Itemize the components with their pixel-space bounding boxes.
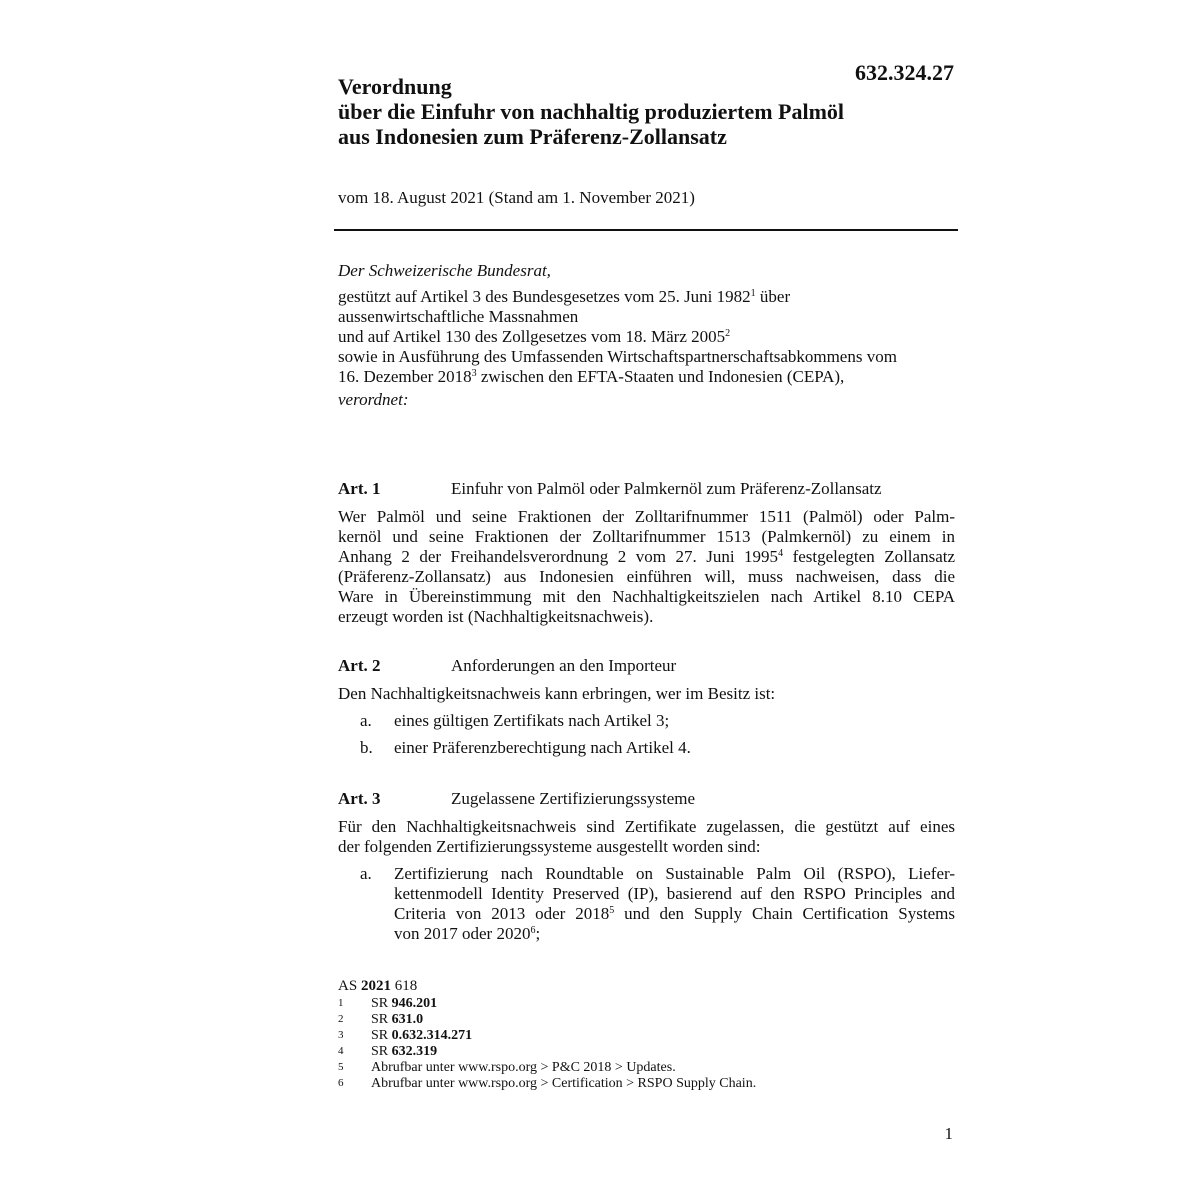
title-line-3: aus Indonesien zum Präferenz-Zollansatz [338, 124, 727, 149]
article-body [338, 817, 955, 857]
article-number: Art. 2 [338, 656, 381, 675]
footnote-ref-link[interactable]: 631.0 [391, 1012, 424, 1027]
list-text-part: von 2017 oder 2020 [394, 924, 531, 943]
footnote-ref-4[interactable]: 4 [778, 548, 784, 559]
footnote-ref-link[interactable]: 632.319 [391, 1044, 438, 1059]
list-text [394, 864, 955, 944]
article-heading [338, 479, 955, 499]
body-line: kernöl und seine Fraktionen der Zolltarifnummer 1513 (Palmkernöl) zu einem in [338, 527, 955, 546]
footnote-ref-link[interactable]: 946.201 [391, 996, 438, 1011]
legal-basis-line-1 [338, 287, 958, 307]
body-line [338, 547, 955, 567]
title-line-2: über die Einfuhr von nachhaltig produziertem Palmöl [338, 99, 845, 124]
footnote-prefix: SR [371, 1044, 389, 1059]
as-prefix: AS [338, 978, 358, 994]
date-line: vom 18. August 2021 (Stand am 1. November 2021) [338, 188, 695, 207]
footnote-5 [338, 1060, 756, 1076]
footnote-2 [338, 1012, 756, 1028]
footnote-number: 6 [338, 1077, 344, 1089]
list-line: kettenmodell Identity Preserved (IP), basierend auf den RSPO Principles and [394, 884, 955, 903]
footnote-prefix: SR [371, 996, 389, 1011]
list-line [394, 904, 955, 924]
authority-line: Der Schweizerische Bundesrat, [338, 261, 551, 280]
footnote-number: 1 [338, 997, 344, 1009]
article-heading [338, 656, 955, 676]
body-line: Ware in Übereinstimmung mit den Nachhaltigkeitszielen nach Artikel 8.10 CEPA [338, 587, 955, 606]
page-number: 1 [944, 1124, 953, 1143]
list-label: b. [360, 738, 373, 757]
body-text: festgelegten Zollansatz [783, 547, 956, 566]
body-line: Wer Palmöl und seine Fraktionen der Zolltarifnummer 1511 (Palmöl) oder Palm- [338, 507, 955, 526]
footnote-1 [338, 996, 756, 1012]
footnote-number: 5 [338, 1061, 344, 1073]
article-title: Zugelassene Zertifizierungssysteme [451, 789, 696, 808]
body-line: der folgenden Zertifizierungssysteme ausgestellt worden sind: [338, 837, 761, 856]
footnote-number: 3 [338, 1029, 344, 1041]
list-text-part: und den Supply Chain Certification Systems [614, 904, 955, 923]
official-compilation-ref [338, 978, 756, 994]
article-1 [338, 479, 955, 627]
footnote-ref-5[interactable]: 5 [609, 905, 615, 916]
list-item [338, 864, 955, 944]
footnote-ref-link[interactable]: 0.632.314.271 [391, 1028, 473, 1043]
legal-basis [338, 287, 958, 387]
article-number: Art. 3 [338, 789, 381, 808]
article-title: Anforderungen an den Importeur [451, 656, 677, 675]
footnote-number: 4 [338, 1045, 344, 1057]
footnote-ref-6[interactable]: 6 [530, 925, 536, 936]
list-label: a. [360, 711, 372, 730]
legal-basis-line-2: aussenwirtschaftliche Massnahmen [338, 307, 579, 326]
footnote-ref-1[interactable]: 1 [750, 288, 756, 299]
article-body [338, 507, 955, 627]
footnote-ref-2[interactable]: 2 [725, 328, 731, 339]
as-year: 2021 [360, 978, 391, 994]
footnote-4 [338, 1044, 756, 1060]
list-text-part: ; [535, 924, 541, 943]
legal-basis-line-3 [338, 327, 958, 347]
body-line: Für den Nachhaltigkeitsnachweis sind Zertifikate zugelassen, die gestützt auf eines [338, 817, 955, 836]
footnote-ref-3[interactable]: 3 [471, 368, 477, 379]
footnote-prefix: SR [371, 1028, 389, 1043]
legal-basis-text: zwischen den EFTA-Staaten und Indonesien (CEPA), [476, 367, 845, 386]
footnote-3 [338, 1028, 756, 1044]
article-title: Einfuhr von Palmöl oder Palmkernöl zum Präferenz-Zollansatz [451, 479, 882, 498]
list-item [338, 738, 955, 758]
article-2 [338, 656, 955, 758]
list-item [338, 711, 955, 731]
footnote-6 [338, 1076, 756, 1092]
footnote-number: 2 [338, 1013, 344, 1025]
article-3 [338, 789, 955, 944]
list-line [394, 924, 955, 944]
title-line-1: Verordnung [338, 74, 452, 99]
list-text: eines gültigen Zertifikats nach Artikel 3; [394, 711, 670, 730]
legal-basis-text: gestützt auf Artikel 3 des Bundesgesetzes vom 25. Juni 1982 [338, 287, 751, 306]
list-text: einer Präferenzberechtigung nach Artikel 4. [394, 738, 691, 757]
list-label: a. [360, 864, 372, 883]
body-line: erzeugt worden ist (Nachhaltigkeitsnachweis). [338, 607, 654, 626]
legal-basis-line-4: sowie in Ausführung des Umfassenden Wirtschaftspartnerschaftsabkommens vom [338, 347, 897, 366]
legal-basis-text: und auf Artikel 130 des Zollgesetzes vom 18. März 2005 [338, 327, 726, 346]
legal-basis-line-5 [338, 367, 958, 387]
body-text: Anhang 2 der Freihandelsverordnung 2 vom 27. Juni 1995 [338, 547, 779, 566]
preamble [338, 261, 958, 410]
list-line: Zertifizierung nach Roundtable on Sustainable Palm Oil (RSPO), Liefer- [394, 864, 955, 883]
document-title [338, 74, 844, 149]
legal-basis-text: 16. Dezember 2018 [338, 367, 472, 386]
list-text-part: Criteria von 2013 oder 2018 [394, 904, 610, 923]
horizontal-rule [334, 229, 958, 231]
footnote-text: Abrufbar unter www.rspo.org > Certification > RSPO Supply Chain. [371, 1076, 757, 1091]
article-intro: Den Nachhaltigkeitsnachweis kann erbringen, wer im Besitz ist: [338, 684, 776, 703]
footnote-text: Abrufbar unter www.rspo.org > P&C 2018 > Updates. [371, 1060, 676, 1075]
as-page: 618 [394, 978, 418, 994]
footnote-prefix: SR [371, 1012, 389, 1027]
article-number: Art. 1 [338, 479, 381, 498]
sr-number: 632.324.27 [855, 60, 954, 85]
footnotes [338, 978, 756, 1092]
article-heading [338, 789, 955, 809]
body-line: (Präferenz-Zollansatz) aus Indonesien einführen will, muss nachweisen, dass die [338, 567, 955, 586]
legal-basis-text: über [755, 287, 791, 306]
decree-line: verordnet: [338, 390, 409, 409]
